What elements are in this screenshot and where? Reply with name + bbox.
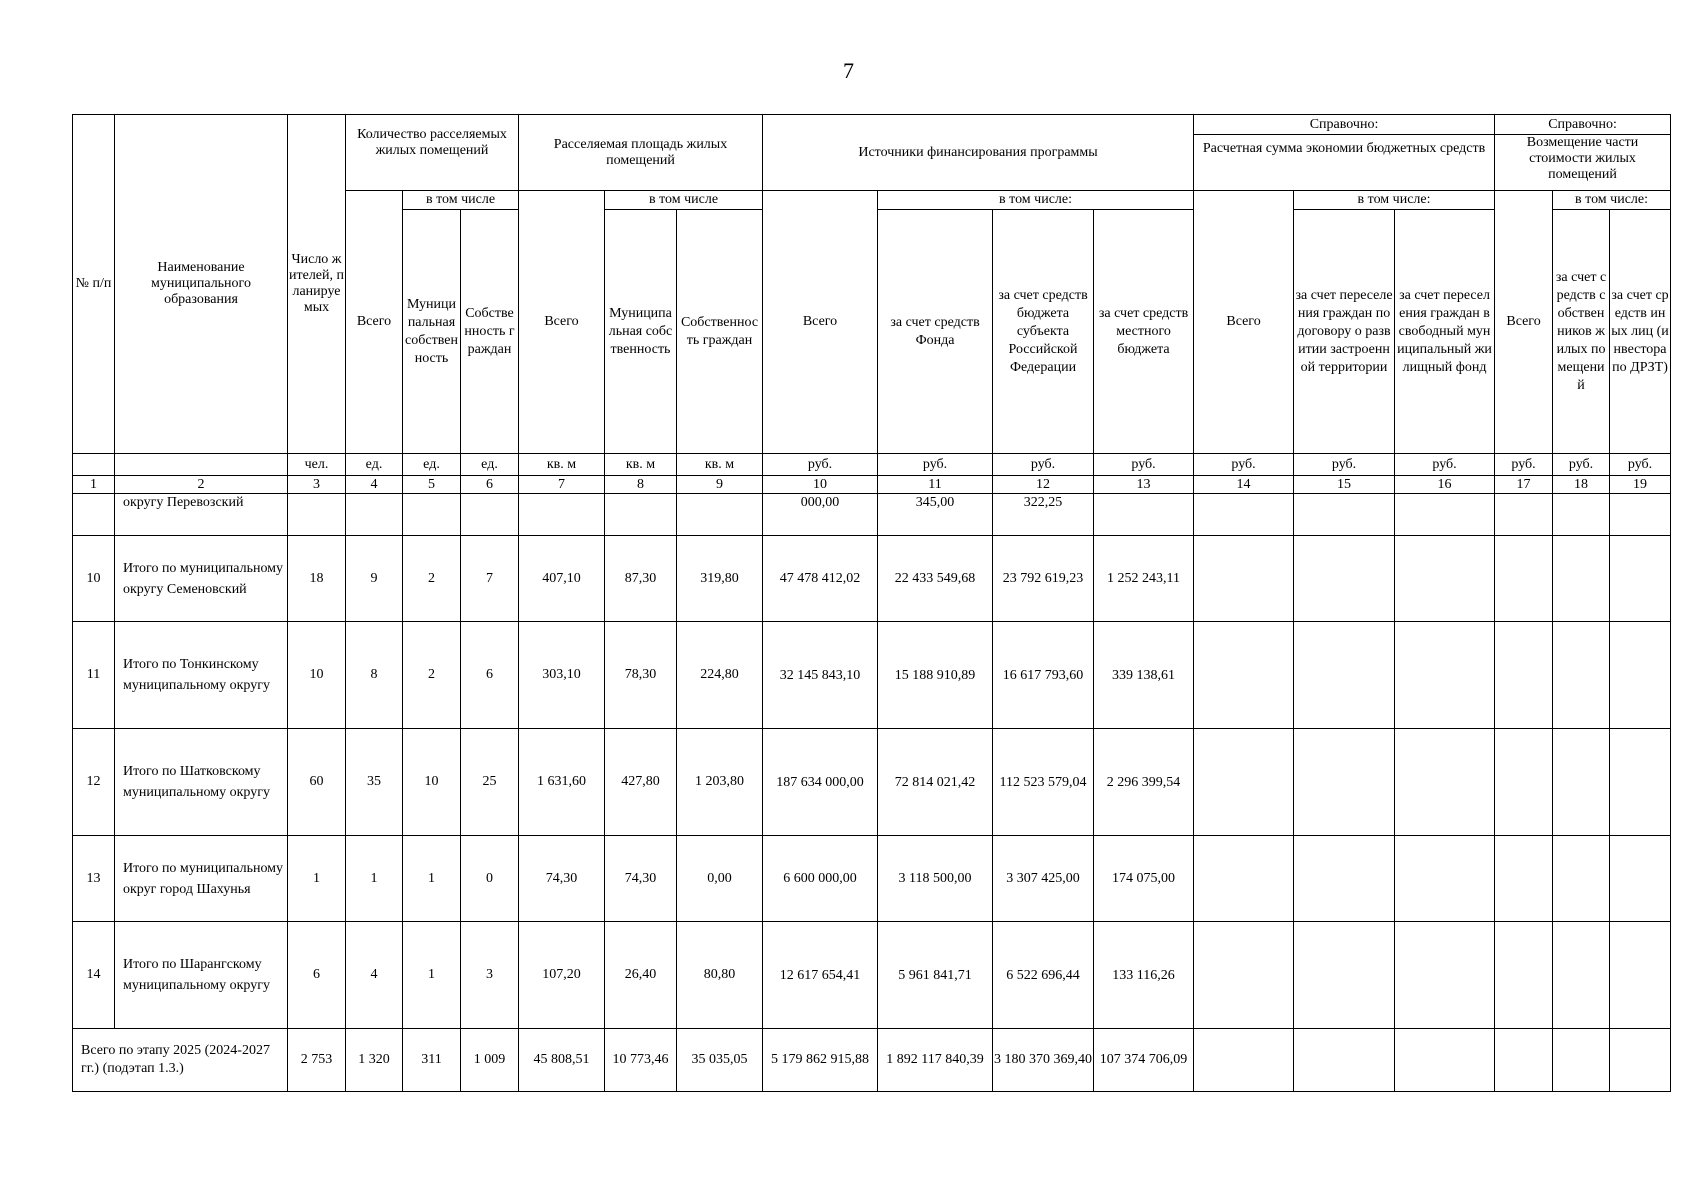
resettlement-table [72,114,1671,1092]
cell-residents: 6 [288,922,346,1029]
cell-count-citizen: 0 [461,836,519,922]
cell-fund: 72 814 021,42 [878,729,993,836]
cell-fund: 15 188 910,89 [878,622,993,729]
header-reference-2: Справочно: [1495,115,1671,135]
row-no: 12 [73,729,115,836]
col-number: 15 [1294,476,1395,494]
cell-subject: 3 307 425,00 [993,836,1094,922]
col-number: 8 [605,476,677,494]
total-subject: 3 180 370 369,40 [993,1029,1094,1092]
cell-subject: 16 617 793,60 [993,622,1094,729]
cell-area-citizen: 80,80 [677,922,763,1029]
cell-count-mun: 2 [403,536,461,622]
cell-residents: 10 [288,622,346,729]
cell-count-mun: 1 [403,836,461,922]
table-row [73,836,1671,922]
unit-cell: руб. [1094,454,1194,476]
total-count-mun: 311 [403,1029,461,1092]
header-compensation-group: Возмещение части стоимости жилых помещений [1495,135,1671,191]
col-number: 16 [1395,476,1495,494]
header-subject-budget: за счет средств бюджета субъекта Российской Федерации [993,210,1094,454]
cell-count-mun: 1 [403,922,461,1029]
units-row [73,454,1671,476]
unit-cell: руб. [993,454,1094,476]
page-number: 7 [843,58,854,83]
unit-cell: кв. м [605,454,677,476]
cell-count-total: 1 [346,836,403,922]
header-residents: Число жителей, планируемых [288,115,346,454]
col-number: 3 [288,476,346,494]
header-fin-incl: в том числе: [878,191,1194,210]
cell-fin-total: 32 145 843,10 [763,622,878,729]
cell-area-citizen: 319,80 [677,536,763,622]
cell-fund: 22 433 549,68 [878,536,993,622]
total-row [73,1029,1671,1092]
total-label: Всего по этапу 2025 (2024-2027 гг.) (подэтап 1.3.) [73,1029,288,1092]
cell-area-mun: 87,30 [605,536,677,622]
header-citizen-own-area: Собственность граждан [677,210,763,454]
header-econ-incl: в том числе: [1294,191,1495,210]
col-number: 1 [73,476,115,494]
col-number: 12 [993,476,1094,494]
column-numbers-row [73,476,1671,494]
unit-cell: ед. [346,454,403,476]
col-number: 19 [1610,476,1671,494]
row-no: 10 [73,536,115,622]
cell-local: 174 075,00 [1094,836,1194,922]
unit-cell: руб. [1610,454,1671,476]
cell-local: 339 138,61 [1094,622,1194,729]
total-area-mun: 10 773,46 [605,1029,677,1092]
unit-cell: руб. [878,454,993,476]
col-number: 18 [1553,476,1610,494]
cell-area-citizen: 1 203,80 [677,729,763,836]
header-economy-group: Расчетная сумма экономии бюджетных средств [1194,135,1495,191]
total-fin: 5 179 862 915,88 [763,1029,878,1092]
cell-area-mun: 74,30 [605,836,677,922]
header-municipality: Наименование муниципального образования [115,115,288,454]
header-count-group: Количество расселяемых жилых помещений [346,115,519,191]
cell-total: 000,00 [763,494,878,536]
cell-area-total: 74,30 [519,836,605,922]
unit-cell: ед. [403,454,461,476]
cell-subject: 322,25 [993,494,1094,536]
cell-area-total: 303,10 [519,622,605,729]
cell-area-citizen: 0,00 [677,836,763,922]
header-owner-funds: за счет средств собственников жилых помещений [1553,210,1610,454]
cell-area-total: 407,10 [519,536,605,622]
header-fin-total: Всего [763,191,878,454]
col-number: 11 [878,476,993,494]
header-count-incl: в том числе [403,191,519,210]
row-name: Итого по Шарангскому муниципальному округу [115,922,288,1029]
col-number: 14 [1194,476,1294,494]
unit-cell: руб. [1294,454,1395,476]
cell-area-total: 107,20 [519,922,605,1029]
total-count: 1 320 [346,1029,403,1092]
table-row [73,622,1671,729]
unit-cell: кв. м [519,454,605,476]
col-number: 4 [346,476,403,494]
unit-cell: руб. [763,454,878,476]
header-econ-total: Всего [1194,191,1294,454]
col-number: 7 [519,476,605,494]
header-area-total: Всего [519,191,605,454]
header-comp-total: Всего [1495,191,1553,454]
row-name: Итого по муниципальному округу Семеновский [115,536,288,622]
unit-cell: руб. [1553,454,1610,476]
header-local-budget: за счет средств местного бюджета [1094,210,1194,454]
header-no: № п/п [73,115,115,454]
unit-cell: кв. м [677,454,763,476]
table-row [73,536,1671,622]
cell-subject: 112 523 579,04 [993,729,1094,836]
total-local: 107 374 706,09 [1094,1029,1194,1092]
cell-fund: 5 961 841,71 [878,922,993,1029]
cell-count-citizen: 6 [461,622,519,729]
row-no: 14 [73,922,115,1029]
cell-count-total: 9 [346,536,403,622]
header-mun-own: Муниципальная собственность [403,210,461,454]
cell-count-mun: 2 [403,622,461,729]
cell-fund: 345,00 [878,494,993,536]
cell-subject: 6 522 696,44 [993,922,1094,1029]
cell-area-mun: 78,30 [605,622,677,729]
cell-count-total: 4 [346,922,403,1029]
cell-count-total: 8 [346,622,403,729]
col-number: 9 [677,476,763,494]
header-area-incl: в том числе [605,191,763,210]
header-fund: за счет средств Фонда [878,210,993,454]
header-other-funds: за счет средств иных лиц (инвестора по ДРЗТ) [1610,210,1671,454]
row-name: Итого по Шатковскому муниципальному округу [115,729,288,836]
cell-area-mun: 26,40 [605,922,677,1029]
cell-area-mun: 427,80 [605,729,677,836]
cell-residents: 18 [288,536,346,622]
header-reference-1: Справочно: [1194,115,1495,135]
cell-count-citizen: 7 [461,536,519,622]
cell-fund: 3 118 500,00 [878,836,993,922]
cell-local: 133 116,26 [1094,922,1194,1029]
cell-count-mun: 10 [403,729,461,836]
cell-subject: 23 792 619,23 [993,536,1094,622]
header-mun-own-area: Муниципальная собственность [605,210,677,454]
cell-fin-total: 47 478 412,02 [763,536,878,622]
total-residents: 2 753 [288,1029,346,1092]
cell-fin-total: 6 600 000,00 [763,836,878,922]
row-no: 11 [73,622,115,729]
col-number: 17 [1495,476,1553,494]
header-area-group: Расселяемая площадь жилых помещений [519,115,763,191]
cell-local: 2 296 399,54 [1094,729,1194,836]
total-fund: 1 892 117 840,39 [878,1029,993,1092]
cell-count-citizen: 3 [461,922,519,1029]
cell-residents: 1 [288,836,346,922]
total-area-citizen: 35 035,05 [677,1029,763,1092]
unit-cell: ед. [461,454,519,476]
unit-cell: руб. [1194,454,1294,476]
col-number: 13 [1094,476,1194,494]
unit-cell: руб. [1495,454,1553,476]
col-number: 2 [115,476,288,494]
col-number: 6 [461,476,519,494]
unit-cell: чел. [288,454,346,476]
col-number: 5 [403,476,461,494]
row-name: Итого по Тонкинскому муниципальному округу [115,622,288,729]
total-area: 45 808,51 [519,1029,605,1092]
header-financing-group: Источники финансирования программы [763,115,1194,191]
row-name: Итого по муниципальному округ город Шахунья [115,836,288,922]
header-comp-incl: в том числе: [1553,191,1671,210]
header-resettle-dev: за счет переселения граждан по договору о развитии застроенной территории [1294,210,1395,454]
row-no: 13 [73,836,115,922]
cell-count-total: 35 [346,729,403,836]
cell-fin-total: 187 634 000,00 [763,729,878,836]
table-row [73,494,1671,536]
header-resettle-free: за счет переселения граждан в свободный муниципальный жилищный фонд [1395,210,1495,454]
col-number: 10 [763,476,878,494]
unit-cell: руб. [1395,454,1495,476]
header-citizen-own: Собственность граждан [461,210,519,454]
table-row [73,729,1671,836]
header-count-total: Всего [346,191,403,454]
total-count-citizen: 1 009 [461,1029,519,1092]
cell-area-total: 1 631,60 [519,729,605,836]
cell-residents: 60 [288,729,346,836]
row-name: округу Перевозский [115,494,288,536]
cell-fin-total: 12 617 654,41 [763,922,878,1029]
cell-local: 1 252 243,11 [1094,536,1194,622]
table-row [73,922,1671,1029]
cell-count-citizen: 25 [461,729,519,836]
cell-area-citizen: 224,80 [677,622,763,729]
